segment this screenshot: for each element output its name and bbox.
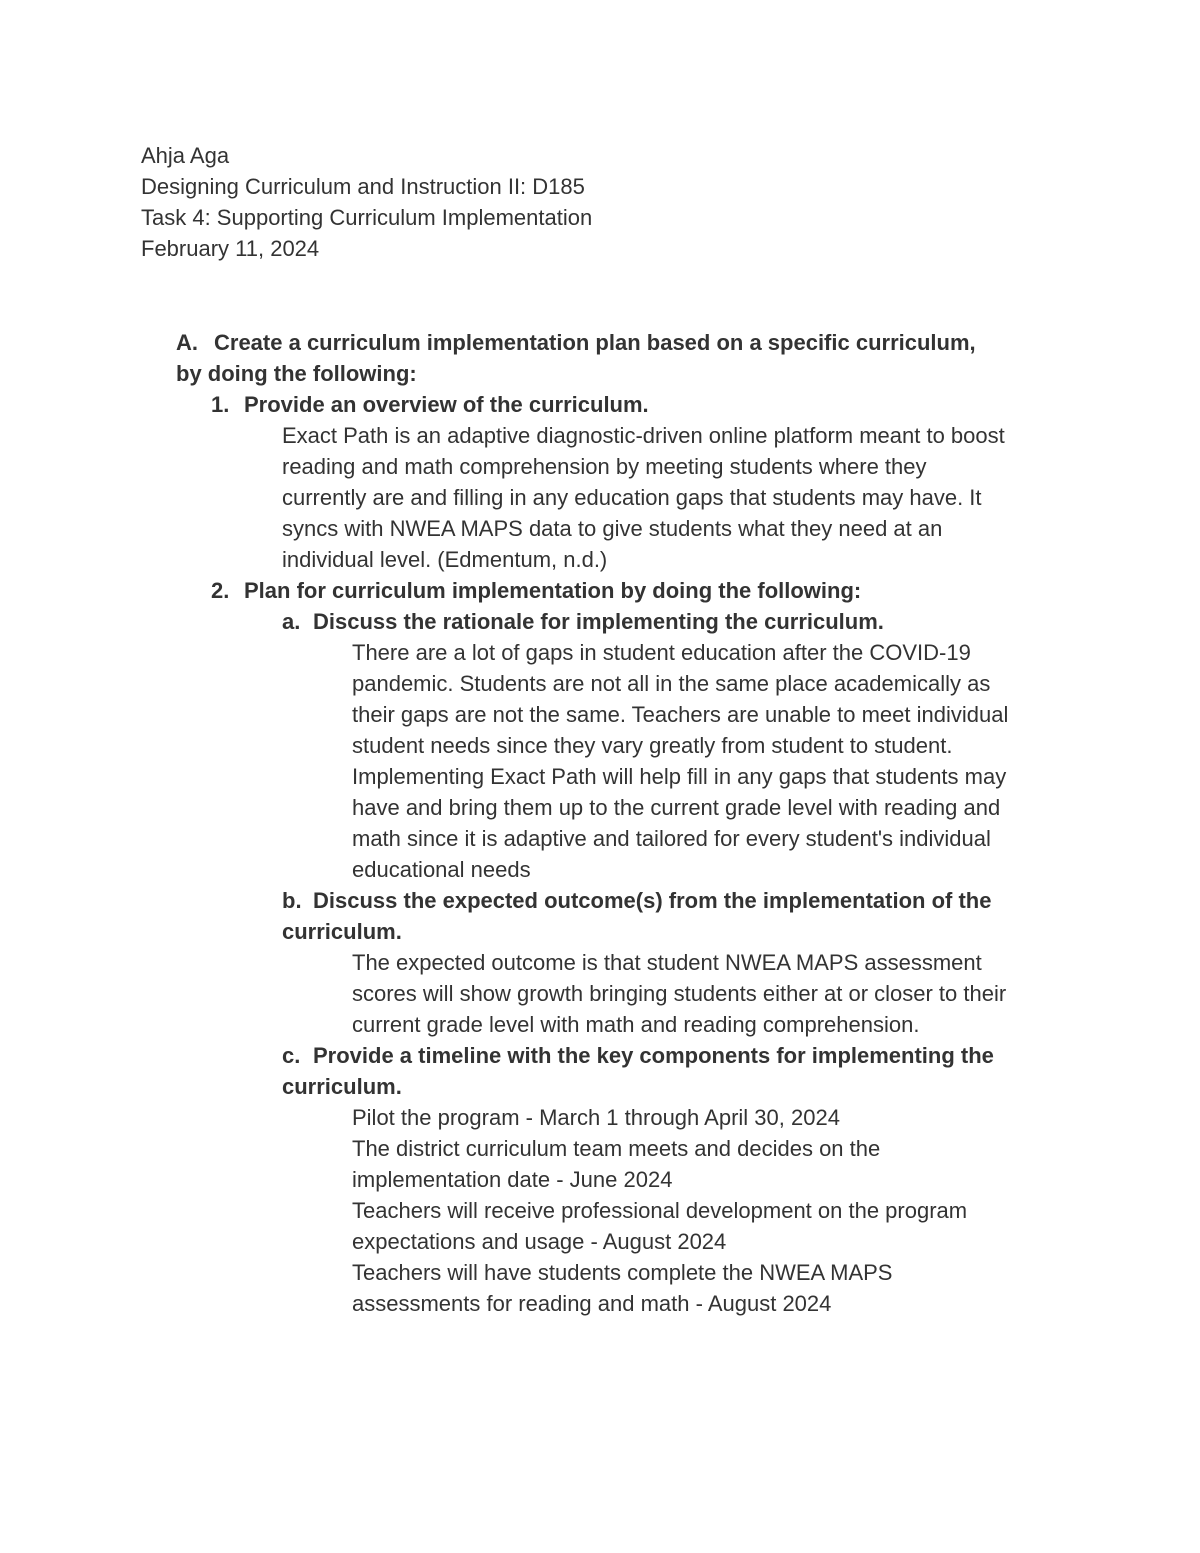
item-2-heading: [176, 575, 1066, 606]
paragraph-line: student needs since they vary greatly from student to student.: [352, 733, 953, 758]
section-a-marker: A.: [176, 330, 198, 355]
paragraph-line: pandemic. Students are not all in the same place academically as: [352, 671, 991, 696]
paragraph-line: Implementing Exact Path will help fill in any gaps that students may: [352, 764, 1007, 789]
timeline-line: assessments for reading and math - August 2024: [352, 1291, 832, 1316]
paragraph-line: syncs with NWEA MAPS data to give students what they need at an: [282, 516, 943, 541]
item-2c-heading: [176, 1040, 1066, 1071]
item-2-marker: 2.: [211, 578, 230, 603]
paragraph-line: their gaps are not the same. Teachers are unable to meet individual: [352, 702, 1009, 727]
author-name: Ahja Aga: [141, 143, 230, 168]
paragraph-line: scores will show growth bringing students either at or closer to their: [352, 981, 1007, 1006]
item-2c-heading-continued: curriculum.: [282, 1074, 402, 1099]
item-2b-heading-text: Discuss the expected outcome(s) from the implementation of the: [313, 888, 992, 913]
item-2c-heading-text: Provide a timeline with the key components for implementing the: [313, 1043, 994, 1068]
item-2a-heading-text: Discuss the rationale for implementing the curriculum.: [313, 609, 884, 634]
item-2a-heading: [176, 606, 1066, 637]
item-2b-heading: [176, 885, 1066, 916]
item-2a-marker: a.: [282, 609, 301, 634]
timeline-line: Teachers will receive professional development on the program: [352, 1198, 968, 1223]
item-2c-marker: c.: [282, 1043, 301, 1068]
paragraph-line: currently are and filling in any education gaps that students may have. It: [282, 485, 982, 510]
timeline-line: implementation date - June 2024: [352, 1167, 673, 1192]
paragraph-line: educational needs: [352, 857, 531, 882]
item-2c-body: [176, 1102, 1066, 1319]
item-1-heading: [176, 389, 1066, 420]
item-1-marker: 1.: [211, 392, 230, 417]
item-1-heading-text: Provide an overview of the curriculum.: [244, 392, 649, 417]
paragraph-line: reading and math comprehension by meeting students where they: [282, 454, 927, 479]
paragraph-line: current grade level with math and reading comprehension.: [352, 1012, 920, 1037]
paragraph-line: have and bring them up to the current grade level with reading and: [352, 795, 1001, 820]
item-2b-body: [176, 947, 1066, 1040]
timeline-line: Pilot the program - March 1 through April 30, 2024: [352, 1105, 840, 1130]
course-title: Designing Curriculum and Instruction II: D185: [141, 174, 585, 199]
item-2b-marker: b.: [282, 888, 302, 913]
paragraph-line: There are a lot of gaps in student education after the COVID-19: [352, 640, 971, 665]
section-a-heading: [176, 327, 1066, 358]
timeline-line: Teachers will have students complete the NWEA MAPS: [352, 1260, 893, 1285]
document-body: [176, 327, 1066, 1319]
section-a-heading-text: Create a curriculum implementation plan based on a specific curriculum,: [214, 330, 976, 355]
paragraph-line: individual level. (Edmentum, n.d.): [282, 547, 608, 572]
document-header: [141, 140, 592, 264]
task-title: Task 4: Supporting Curriculum Implementation: [141, 205, 593, 230]
paragraph-line: math since it is adaptive and tailored for every student's individual: [352, 826, 991, 851]
section-a-heading-continued: by doing the following:: [176, 361, 417, 386]
paragraph-line: Exact Path is an adaptive diagnostic-driven online platform meant to boost: [282, 423, 1005, 448]
document-date: February 11, 2024: [141, 236, 320, 261]
item-2b-heading-continued: curriculum.: [282, 919, 402, 944]
item-1-body: [176, 420, 1066, 575]
timeline-line: expectations and usage - August 2024: [352, 1229, 727, 1254]
item-2a-body: [176, 637, 1066, 885]
paragraph-line: The expected outcome is that student NWEA MAPS assessment: [352, 950, 982, 975]
item-2-heading-text: Plan for curriculum implementation by doing the following:: [244, 578, 862, 603]
timeline-line: The district curriculum team meets and decides on the: [352, 1136, 881, 1161]
